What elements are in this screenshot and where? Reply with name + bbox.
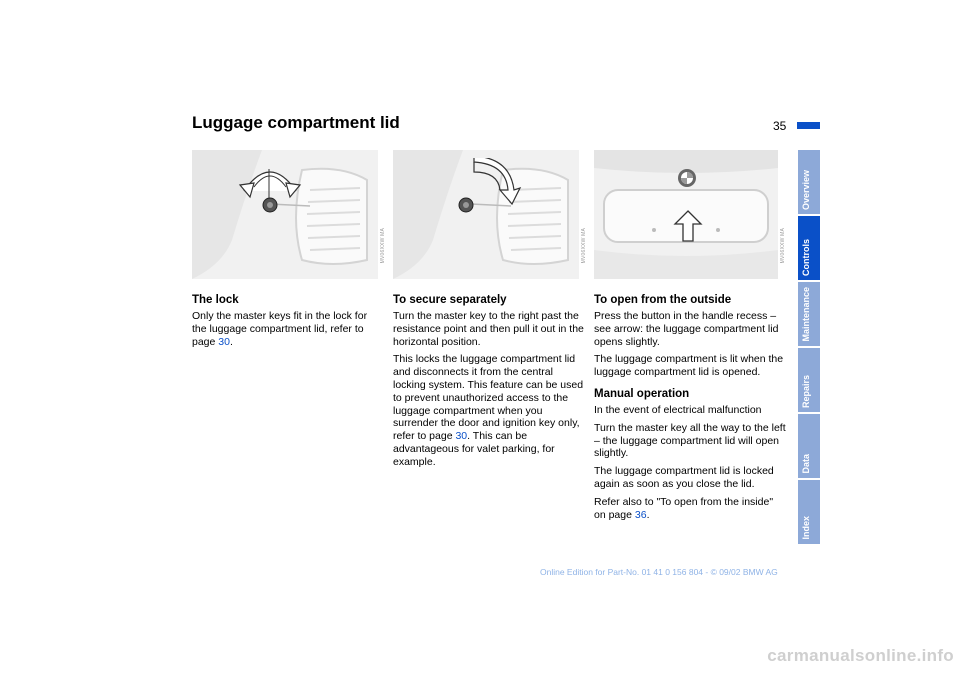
figure-code: MV06XXW MA — [581, 228, 587, 264]
page-link[interactable]: 30 — [455, 430, 468, 443]
page-link[interactable]: 36 — [634, 508, 647, 521]
paragraph-text: Turn the master key all the way to the left – the luggage compartment lid will open slightly. — [594, 421, 786, 460]
tab-label: Overview — [801, 169, 811, 210]
section-heading: The lock — [192, 294, 239, 306]
paragraph-text: . — [229, 335, 233, 348]
tab-label: Repairs — [801, 374, 811, 408]
curved-double-arrow-icon — [238, 157, 302, 207]
tab-repairs[interactable] — [798, 348, 820, 412]
tab-label: Maintenance — [801, 287, 811, 342]
footer-edition: Online Edition for Part-No. 01 41 0 156 804 - © 09/02 BMW AG — [540, 567, 778, 577]
paragraph — [594, 465, 786, 491]
section-heading: To open from the outside — [594, 294, 732, 306]
paragraph — [594, 353, 786, 379]
tab-index[interactable] — [798, 480, 820, 544]
page-link[interactable]: 30 — [218, 335, 230, 348]
section-the-lock — [192, 293, 380, 353]
tab-label: Data — [801, 454, 811, 474]
section-subheading: Manual operation — [594, 387, 690, 400]
figure-code: MV06XXW MA — [780, 228, 786, 264]
tab-data[interactable] — [798, 414, 820, 478]
paragraph — [192, 310, 380, 348]
section-open-outside — [594, 293, 786, 526]
paragraph-text: In the event of electrical malfunction — [594, 403, 762, 416]
bmw-roundel-icon — [677, 168, 697, 188]
section-secure-separately — [393, 293, 585, 474]
paragraph — [594, 404, 786, 417]
tab-controls[interactable] — [798, 216, 820, 280]
page-number: 35 — [773, 119, 787, 133]
paragraph — [393, 310, 585, 348]
paragraph-text: Only the master keys fit in the lock for the luggage compartment lid, refer to page — [192, 310, 368, 348]
paragraph-text: . This can be advantageous for valet parking, for example. — [393, 430, 555, 468]
paragraph-text: The luggage compartment lid is locked again as soon as you close the lid. — [594, 465, 774, 490]
tab-overview[interactable] — [798, 150, 820, 214]
paragraph-text: Refer also to "To open from the inside" on page — [594, 495, 774, 521]
paragraph — [393, 353, 585, 468]
page-title: Luggage compartment lid — [192, 113, 400, 132]
section-heading: To secure separately — [393, 294, 507, 306]
tab-maintenance[interactable] — [798, 282, 820, 346]
paragraph-text: Press the button in the handle recess – see arrow: the luggage compartment lid opens slightly. — [594, 310, 779, 348]
paragraph-text: The luggage compartment is lit when the luggage compartment lid is opened. — [594, 353, 784, 379]
paragraph-text: . — [646, 508, 650, 521]
figure-code: MV06XXW MA — [380, 228, 386, 264]
paragraph — [594, 496, 786, 522]
paragraph-text: Turn the master key to the right past the resistance point and then pull it out in the horizontal position. — [393, 310, 584, 348]
paragraph-text: This locks the luggage compartment lid and disconnects it from the central locking system. This feature can be used to prevent unauthorized access to the luggage compartment when you surrender the door and ignition key only, refer to page — [393, 353, 584, 443]
up-arrow-icon — [673, 209, 703, 245]
chapter-tabs — [798, 150, 820, 546]
tab-label: Controls — [801, 239, 811, 276]
page-marker — [797, 122, 820, 129]
tab-label: Index — [801, 516, 811, 540]
curved-arrow-icon — [470, 158, 522, 206]
paragraph — [594, 422, 786, 460]
paragraph — [594, 310, 786, 348]
watermark[interactable]: carmanualsonline.info — [767, 646, 954, 665]
